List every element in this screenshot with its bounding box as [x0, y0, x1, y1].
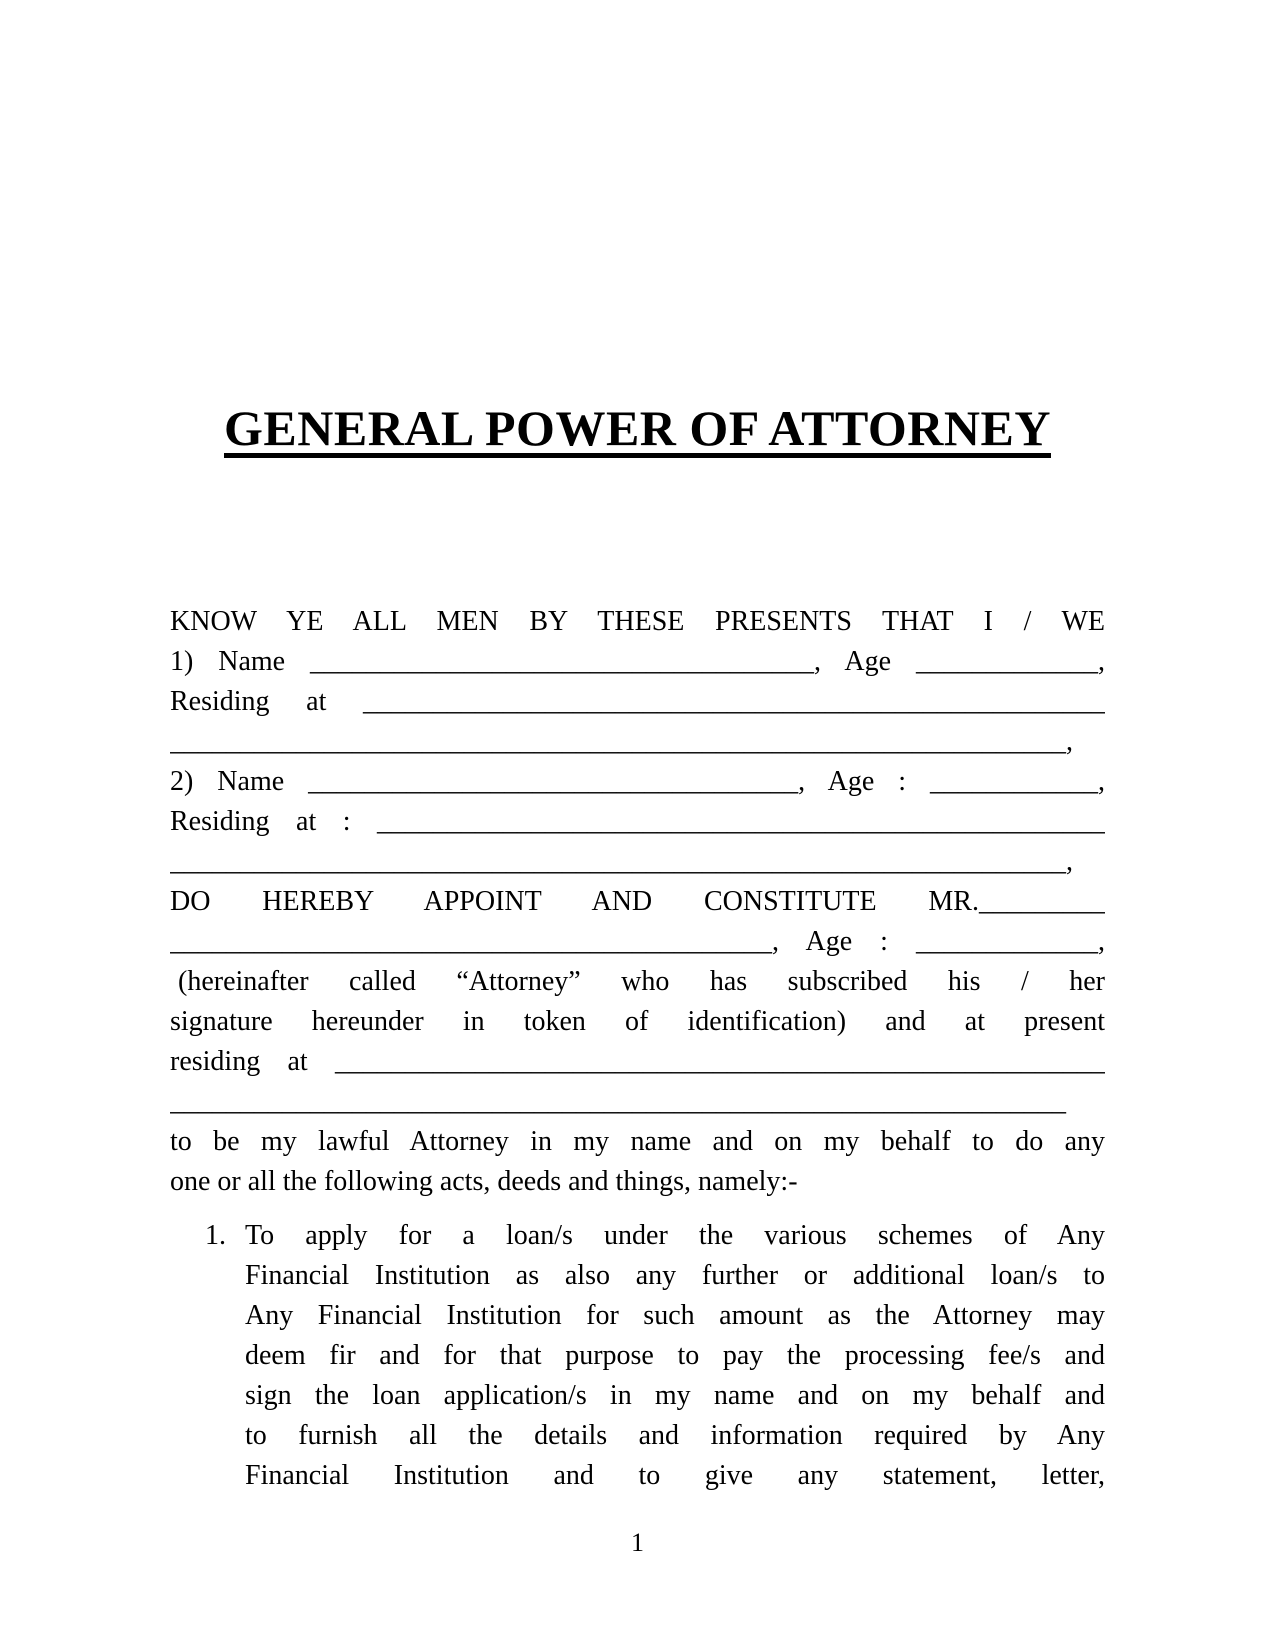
acts-deeds-line: one or all the following acts, deeds and things, namely:-: [170, 1166, 798, 1197]
lawful-attorney-line: to be my lawful Attorney in my name and on my behalf to do any: [170, 1126, 1105, 1157]
appoint-constitute-line: DO HEREBY APPOINT AND CONSTITUTE MR._________: [170, 886, 1105, 917]
residing-2-blank-line: Residing at : ____________________________________________________: [170, 806, 1105, 837]
list-item-1-line-3: Any Financial Institution for such amount as the Attorney may: [245, 1300, 1105, 1331]
attorney-age-blank-line: ___________________________________________, Age : _____________,: [170, 926, 1105, 957]
list-item-1-line-2: Financial Institution as also any further or additional loan/s to: [245, 1260, 1105, 1291]
name-2-blank-line: 2) Name ___________________________________, Age : ____________,: [170, 766, 1105, 797]
residing-1-cont-line: ________________________________________________________________,: [170, 726, 1073, 757]
list-item-1-line-5: sign the loan application/s in my name and on my behalf and: [245, 1380, 1105, 1411]
list-item-1-line-1: To apply for a loan/s under the various schemes of Any: [245, 1220, 1105, 1251]
residing-1-blank-line: Residing at _____________________________________________________: [170, 686, 1105, 717]
list-item-1-marker: 1.: [205, 1220, 226, 1251]
document-title: [170, 400, 1105, 456]
name-1-blank-line: 1) Name ____________________________________, Age _____________,: [170, 646, 1105, 677]
list-item-1-line-6: to furnish all the details and information required by Any: [245, 1420, 1105, 1451]
residing-attorney-cont-line: ________________________________________________________________: [170, 1086, 1066, 1117]
list-item-1-text: [245, 1216, 1105, 1496]
residing-attorney-line: residing at _______________________________________________________: [170, 1046, 1105, 1077]
signature-token-line: signature hereunder in token of identification) and at present: [170, 1006, 1105, 1037]
list-item-1-line-4: deem fir and for that purpose to pay the processing fee/s and: [245, 1340, 1105, 1371]
residing-2-cont-line: ________________________________________________________________,: [170, 846, 1073, 877]
list-item-1: [170, 1216, 1105, 1496]
page-number: 1: [631, 1528, 644, 1557]
hereinafter-line: (hereinafter called “Attorney” who has subscribed his / her: [178, 966, 1105, 997]
document-title-text: GENERAL POWER OF ATTORNEY: [224, 400, 1051, 456]
know-ye-line: KNOW YE ALL MEN BY THESE PRESENTS THAT I / WE: [170, 606, 1105, 637]
document-body: [170, 602, 1105, 1202]
list-item-1-line-7: Financial Institution and to give any statement, letter,: [245, 1460, 1105, 1491]
